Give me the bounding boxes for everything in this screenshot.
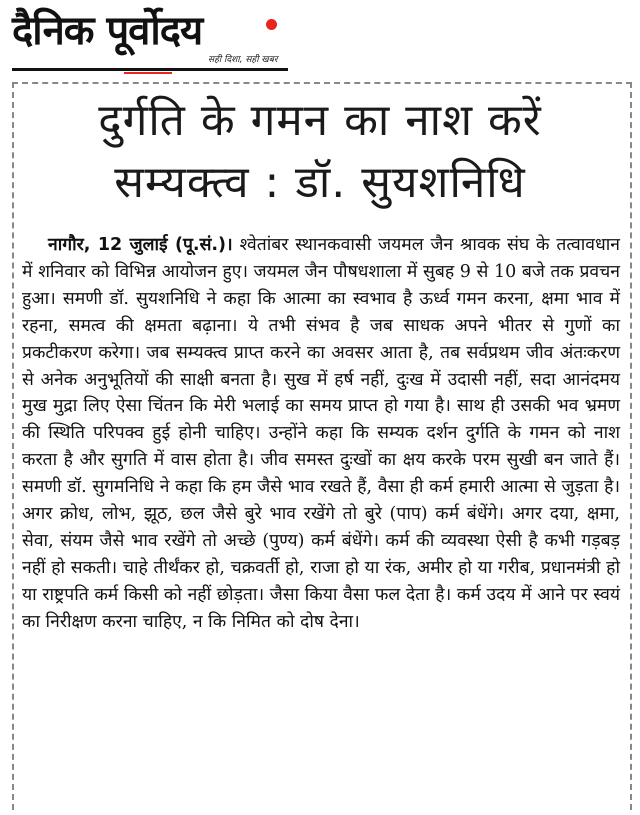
masthead-accent-rule	[124, 72, 172, 74]
article-dateline: नागौर, 12 जुलाई (पू.सं.)।	[48, 235, 233, 255]
headline	[20, 90, 620, 214]
masthead-rule	[12, 68, 288, 71]
logo-dot-icon	[266, 19, 277, 30]
headline-line-2: सम्यक्त्व : डॉ. सुयशनिधि	[114, 157, 526, 208]
masthead-tagline: सही दिशा, सही खबर	[208, 55, 278, 65]
masthead-logo: दैनिक पूर्वोदय	[12, 8, 203, 54]
article-body	[22, 232, 620, 636]
headline-line-1: दुर्गति के गमन का नाश करें	[98, 95, 542, 146]
article-text: श्वेतांबर स्थानकवासी जयमल जैन श्रावक संघ के तत्वावधान में शनिवार को विभिन्न आयोजन हुए। जयमल जैन पौषधशाला में सुबह 9 से 10 बजे तक प्रवचन हुआ। समणी डॉ. सुयशनिधि ने कहा कि आत्मा का स्वभाव है ऊर्ध्व गमन करना, क्षमा भाव में रहना, समत्व की क्षमता बढ़ाना। ये तभी संभव है जब साधक अपने भीतर से गुणों का प्रकटीकरण करेगा। जब सम्यक्त्व प्राप्त करने का अवसर आता है, तब सर्वप्रथम जीव अंतःकरण से अनेक अनुभूतियों की साक्षी बनता है। सुख में हर्ष नहीं, दुःख में उदासी नहीं, सदा आनंदमय मुख मुद्रा लिए ऐसा चिंतन कि मेरी भलाई का समय प्राप्त हो गया है। साथ ही उसकी भव भ्रमण की स्थिति परिपक्व हुई होनी चाहिए। उन्होंने कहा कि सम्यक दर्शन दुर्गति के गमन को नाश करता है और सुगति में वास होता है। जीव समस्त दुःखों का क्षय करके परम सुखी बन जाते हैं। समणी डॉ. सुगमनिधि ने कहा कि हम जैसे भाव रखते हैं, वैसा ही कर्म हमारी आत्मा से जुड़ता है। अगर क्रोध, लोभ, झूठ, छल जैसे बुरे भाव रखेंगे तो बुरे (पाप) कर्म बंधेंगे। अगर दया, क्षमा, सेवा, संयम जैसे भाव रखेंगे तो अच्छे (पुण्य) कर्म बंधेंगे। कर्म की व्यवस्था ऐसी है कभी गड़बड़ नहीं हो सकती। चाहे तीर्थंकर हो, चक्रवर्ती हो, राजा हो या रंक, अमीर हो या गरीब, प्रधानमंत्री हो या राष्ट्रपति कर्म किसी को नहीं छोड़ता। जैसा किया वैसा फल देता है। कर्म उदय में आने पर स्वयं का निरीक्षण करना चाहिए, न कि निमित को दोष देना।	[22, 235, 620, 632]
masthead	[12, 6, 288, 74]
